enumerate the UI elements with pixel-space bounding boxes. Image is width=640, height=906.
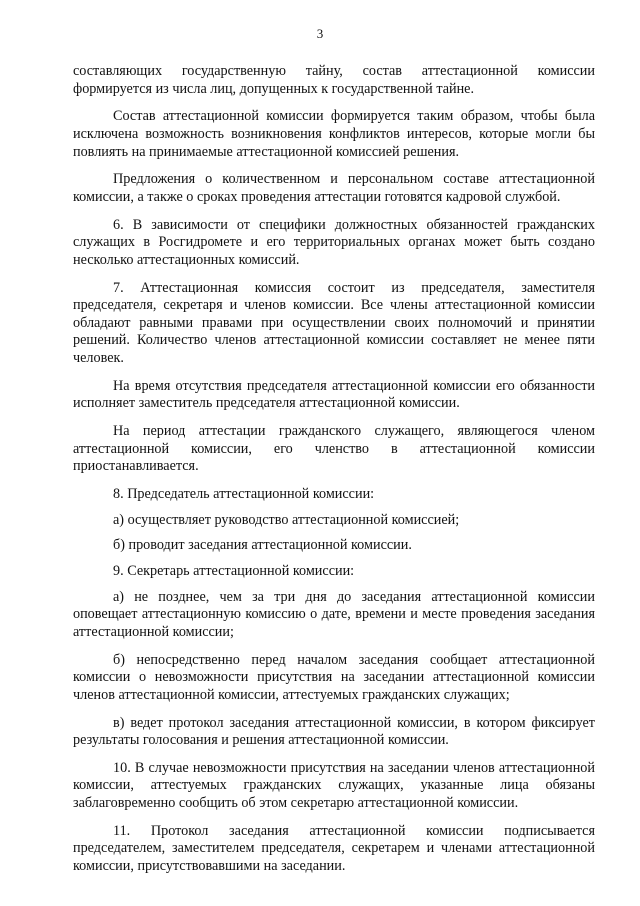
document-body: [73, 63, 595, 886]
paragraph-composition-proposals: Предложения о количественном и персональном составе аттестационной комиссии, а также о сроках проведения аттестации готовятся кадровой службой.: [73, 171, 595, 205]
paragraph-membership-suspension: На период аттестации гражданского служащего, являющегося членом аттестационной комиссии, его членство в аттестационной комиссии приостанавливается.: [73, 423, 595, 475]
paragraph-item-8b: б) проводит заседания аттестационной комиссии.: [113, 537, 412, 554]
paragraph-item-9: 9. Секретарь аттестационной комиссии:: [113, 562, 355, 579]
paragraph-item-9a: а) не позднее, чем за три дня до заседания аттестационной комиссии оповещает аттестационную комиссию о дате, времени и месте проведения заседания аттестационной комиссии;: [73, 588, 595, 640]
paragraph-item-9b: б) непосредственно перед началом заседания сообщает аттестационной комиссии о невозможности присутствия на заседании аттестационной комиссии членов аттестационной комиссии, аттестуемых гражданских служащих;: [73, 651, 595, 703]
paragraph-chair-absence: На время отсутствия председателя аттестационной комиссии его обязанности исполняет заместитель председателя аттестационной комиссии.: [73, 377, 595, 412]
paragraph-commission-composition: Состав аттестационной комиссии формируется таким образом, чтобы была исключена возможность возникновения конфликтов интересов, которые могли бы повлиять на принимаемые аттестационной комиссией решения.: [73, 108, 595, 160]
paragraph-item-6: 6. В зависимости от специфики должностных обязанностей гражданских служащих в Росгидромете и его территориальных органах может быть создано несколько аттестационных комиссий.: [73, 216, 595, 268]
paragraph-item-8a: а) осуществляет руководство аттестационной комиссией;: [113, 511, 460, 528]
paragraph-item-10: 10. В случае невозможности присутствия на заседании членов аттестационной комиссии, аттестуемых гражданских служащих, указанные лица обязаны заблаговременно сообщить об этом секретарю аттестационной комиссии.: [73, 759, 595, 812]
paragraph-item-11: 11. Протокол заседания аттестационной комиссии подписывается председателем, заместителем председателя, секретарем и членами аттестационной комиссии, присутствовавшими на заседании.: [73, 822, 595, 875]
paragraph-item-7: 7. Аттестационная комиссия состоит из председателя, заместителя председателя, секретаря и членов комиссии. Все члены аттестационной комиссии обладают равными правами при осуществлении своих полномочий и принятии решений. Количество членов аттестационной комиссии составляет не менее пяти человек.: [73, 279, 595, 367]
paragraph-item-9c: в) ведет протокол заседания аттестационной комиссии, в котором фиксирует результаты голосования и решения аттестационной комиссии.: [73, 714, 595, 749]
paragraph-item-8: 8. Председатель аттестационной комиссии:: [113, 486, 375, 503]
paragraph-continuation: составляющих государственную тайну, состав аттестационной комиссии формируется из числа лиц, допущенных к государственной тайне.: [73, 63, 595, 97]
page-number: 3: [316, 26, 324, 41]
